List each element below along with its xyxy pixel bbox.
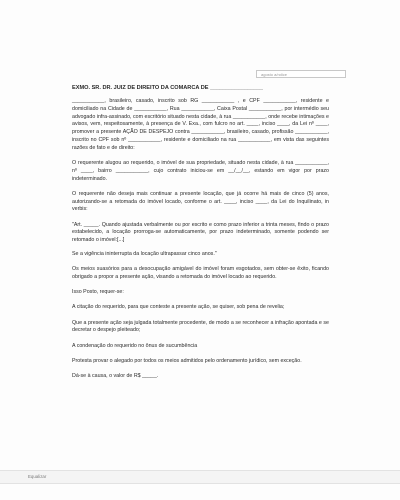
paragraph-procedence: Que a presente ação seja julgada totalmente procedente, de modo a se reconhecer a infração apontada e se decretar o despejo pleiteado; xyxy=(72,319,329,334)
paragraph-lease: O requerente alugou ao requerido, o imóvel de sua propriedade, situado nesta cidade, à rua ___________, nº ____, bairro ___________, cujo contrato iniciou-se em __/__/__, estando em vigor por prazo indeterminado. xyxy=(72,159,329,182)
paragraph-requests-intro: Isso Posto, requer-se: xyxy=(72,289,124,296)
document-title: EXMO. SR. DR. JUIZ DE DIREITO DA COMARCA DE _________________ xyxy=(72,85,263,91)
paragraph-qualification: ___________, brasileiro, casado, inscrito sob RG ___________ , e CPF ___________, residente e domiciliado na Cidade de ___________, Rua ___________, Caixa Postal ___________, por intermédio seu advogado infra-assinado, com escritório situado nesta cidade, à rua ___________, onde recebe intimações e avisos, vem, respeitosamente, à presença de V. Exa., com fulcro no art. ____, inciso ____, da Lei nº ____, promover a presente AÇÃO DE DESPEJO contra ___________, brasileiro, casado, profissão ___________, inscrito no CPF sob nº ___________, residente e domiciliado na rua ___________, em vista das seguintes razões de fato e de direito: xyxy=(72,98,329,151)
paragraph-termination: O requerente não deseja mais continuar a presente locação, que já ocorre há mais de cinco (5) anos, autorizando-se a retomada do imóvel locado, conforme o art. ____, inciso ____, da Lei do Inquilinato, in verbis: xyxy=(72,190,329,213)
paragraph-amicable: Os meios suasórios para a desocupação amigável do imóvel foram esgotados, sem obter-se êxito, ficando obrigado a propor a presente ação, visando a retomada do imóvel locado ao requerido. xyxy=(72,266,329,281)
petition-body xyxy=(72,84,329,388)
header-input-field[interactable]: agosto a/ndice xyxy=(256,70,346,78)
paragraph-costs: A condenação do requerido no ônus de sucumbência xyxy=(72,342,198,349)
paragraph-case-value: Dá-se à causa, o valor de R$ _____. xyxy=(72,373,159,380)
paragraph-evidence: Protesta provar o alegado por todos os meios admitidos pelo ordenamento jurídico, sem exceção. xyxy=(72,357,302,364)
footer-bar xyxy=(0,470,400,484)
paragraph-law-quote: "Art. _____. Quando ajustada verbalmente ou por escrito e como prazo inferior a trinta meses, findo o prazo estabelecido, a locação prorroga-se automaticamente, por prazo indeterminado, somente podendo ser retomado o imóvel:[...] xyxy=(72,221,329,244)
paragraph-law-quote-end: Se a vigência ininterrupta da locação ultrapassar cinco anos." xyxy=(72,251,217,258)
paragraph-citation: A citação do requerido, para que conteste a presente ação, se quiser, sob pena de revelia; xyxy=(72,304,285,311)
footer-label[interactable]: Equalizar xyxy=(28,474,47,479)
